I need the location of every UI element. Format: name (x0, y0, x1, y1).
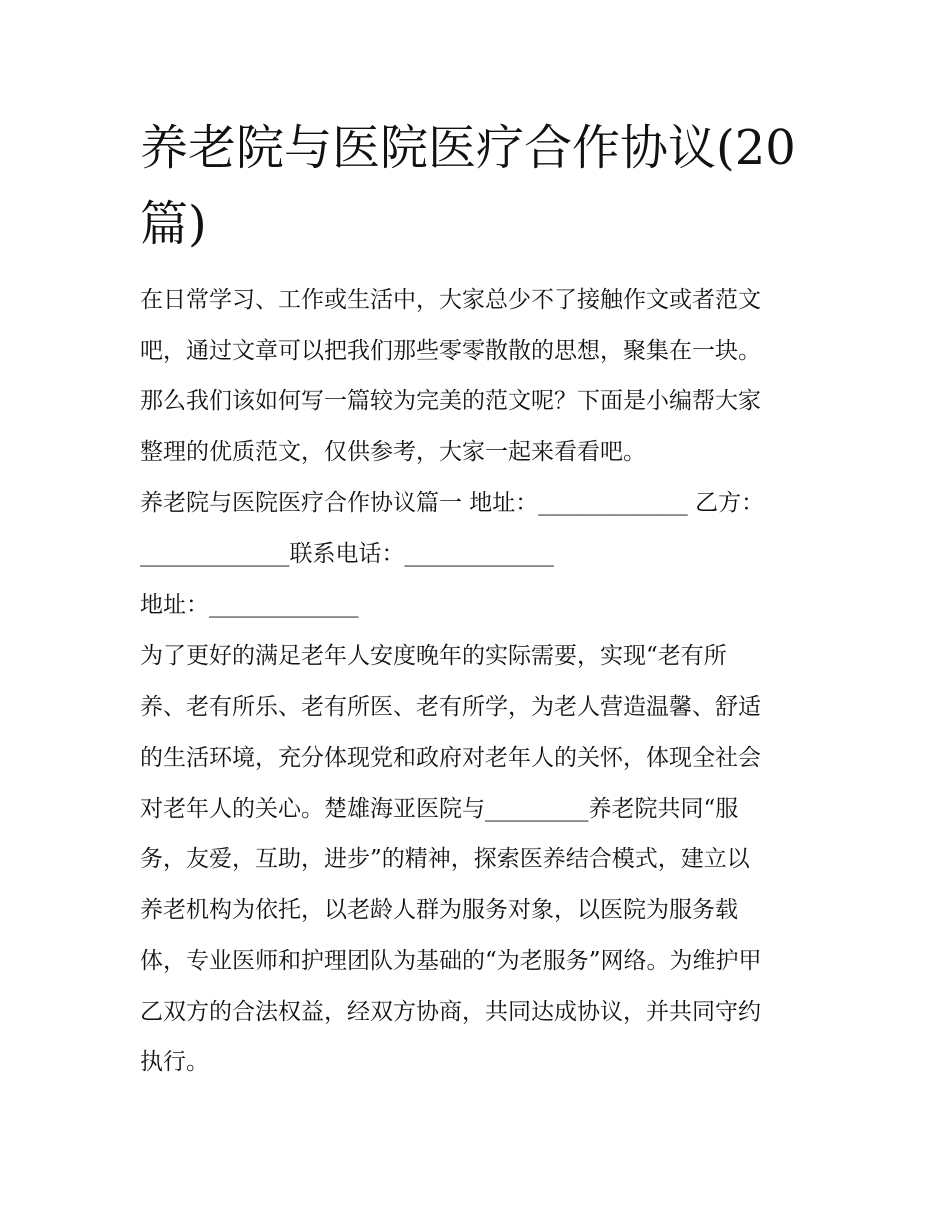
body-line-4: 对老年人的关心。楚雄海亚医院与_________养老院共同“服 (140, 796, 739, 822)
body-line-2: 养、老有所乐、老有所医、老有所学，为老人营造温馨、舒适 (140, 694, 761, 720)
body-line-6: 养老机构为依托，以老龄人群为服务对象，以医院为服务载 (140, 897, 738, 923)
contact-phone-line: _____________联系电话：_____________ (140, 541, 554, 567)
body-line-5: 务，友爱，互助，进步”的精神，探索医养结合模式，建立以 (140, 846, 750, 872)
address-line: 地址：_____________ (140, 592, 359, 618)
body-line-3: 的生活环境，充分体现党和政府对老年人的关怀，体现全社会 (140, 745, 761, 771)
body-line-1: 为了更好的满足老年人安度晚年的实际需要，实现“老有所 (140, 643, 727, 669)
document-title-line-1: 养老院与医院医疗合作协议(20 (140, 120, 796, 176)
document-title (140, 110, 830, 262)
section-heading-address-line: 养老院与医院医疗合作协议篇一 地址：_____________ 乙方： (140, 490, 765, 516)
intro-line-1: 在日常学习、工作或生活中，大家总少不了接触作文或者范文 (140, 287, 761, 313)
body-line-9: 执行。 (140, 1049, 209, 1075)
body-line-7: 体，专业医师和护理团队为基础的“为老服务”网络。为维护甲 (140, 948, 762, 974)
intro-line-4: 整理的优质范文，仅供参考，大家一起来看看吧。 (140, 439, 646, 465)
intro-line-2: 吧，通过文章可以把我们那些零零散散的思想，聚集在一块。 (140, 338, 761, 364)
body-line-8: 乙双方的合法权益，经双方协商，共同达成协议，并共同守约 (140, 999, 761, 1025)
intro-line-3: 那么我们该如何写一篇较为完美的范文呢？下面是小编帮大家 (140, 388, 761, 414)
document-title-line-2: 篇) (140, 196, 207, 252)
